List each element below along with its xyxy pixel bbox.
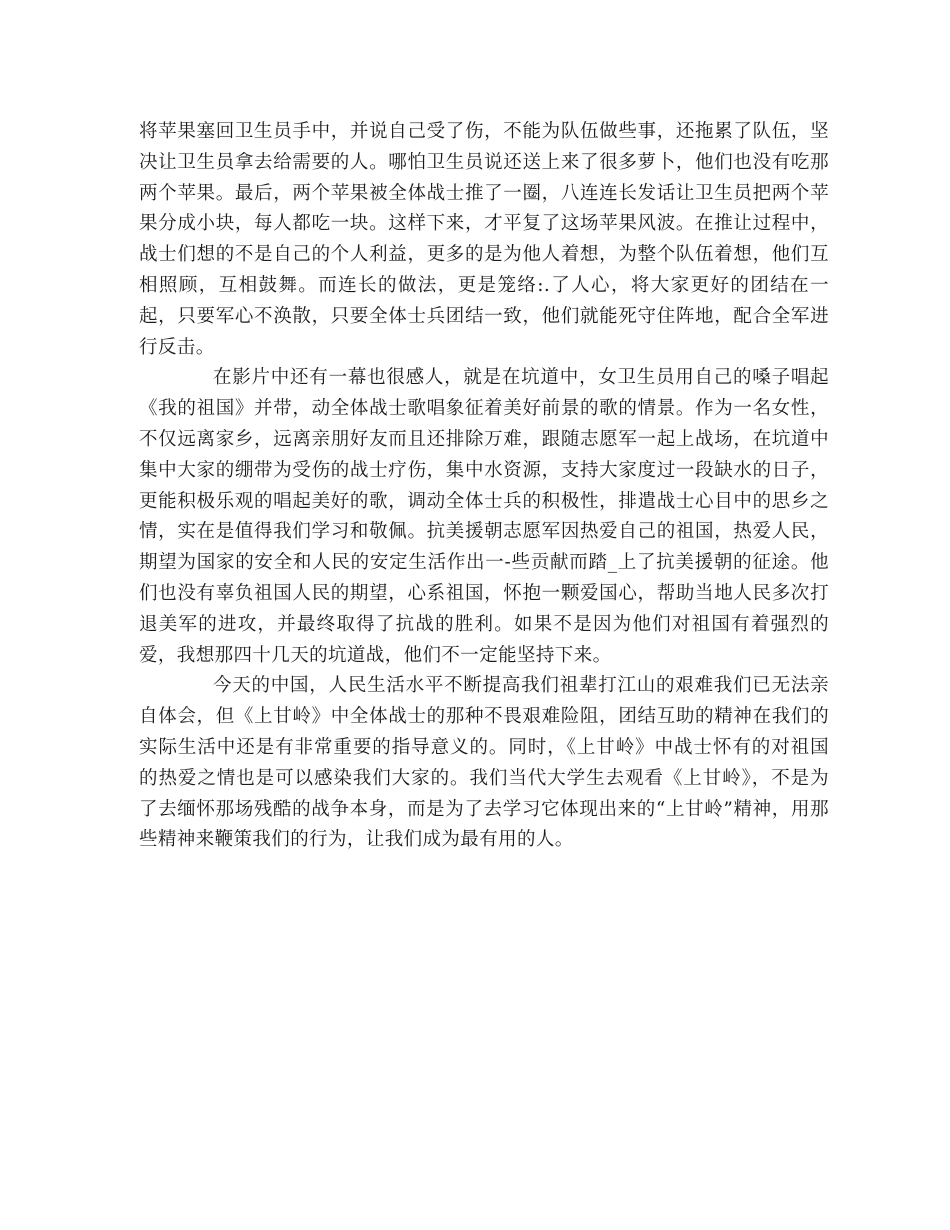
paragraph-nurse-song: 在影片中还有一幕也很感人，就是在坑道中，女卫生员用自己的嗓子唱起《我的祖国》并带，动全体战士歌唱象征着美好前景的歌的情景。作为一名女性，不仅远离家乡，远离亲朋好友而且还排除万难，跟随志愿军一起上战场，在坑道中集中大家的绷带为受伤的战士疗伤，集中水资源，支持大家度过一段缺水的日子，更能积极乐观的唱起美好的歌，调动全体士兵的积极性，排遣战士心目中的思乡之情，实在是值得我们学习和敬佩。抗美援朝志愿军因热爱自己的祖国，热爱人民，期望为国家的安全和人民的安定生活作出一-些贡献而踏_上了抗美援朝的征途。他们也没有辜负祖国人民的期望，心系祖国，怀抱一颗爱国心，帮助当地人民多次打退美军的进攻，并最终取得了抗战的胜利。如果不是因为他们对祖国有着强烈的爱，我想那四十几天的坑道战，他们不一定能坚持下来。 — [139, 367, 829, 666]
paragraph-today-china: 今天的中国，人民生活水平不断提高我们祖辈打江山的艰难我们已无法亲自体会，但《上甘岭》中全体战士的那种不畏艰难险阻，团结互助的精神在我们的实际生活中还是有非常重要的指导意义的。同时，《上甘岭》中战士怀有的对祖国的热爱之情也是可以感染我们大家的。我们当代大学生去观看《上甘岭》，不是为了去缅怀那场残酷的战争本身，而是为了去学习它体现出来的“上甘岭”精神，用那些精神来鞭策我们的行为，让我们成为最有用的人。 — [139, 675, 829, 851]
paragraph-apple-story: 将苹果塞回卫生员手中，并说自己受了伤，不能为队伍做些事，还拖累了队伍，坚决让卫生员拿去给需要的人。哪怕卫生员说还送上来了很多萝卜，他们也没有吃那两个苹果。最后，两个苹果被全体战士推了一圈，八连连长发话让卫生员把两个苹果分成小块，每人都吃一块。这样下来，才平复了这场苹果风波。在推让过程中，战士们想的不是自己的个人利益，更多的是为他人着想，为整个队伍着想，他们互相照顾，互相鼓舞。而连长的做法，更是笼络:.了人心，将大家更好的团结在一起，只要军心不涣散，只要全体士兵团结一致，他们就能死守住阵地，配合全军进行反击。 — [139, 121, 829, 358]
document-body — [139, 117, 829, 856]
